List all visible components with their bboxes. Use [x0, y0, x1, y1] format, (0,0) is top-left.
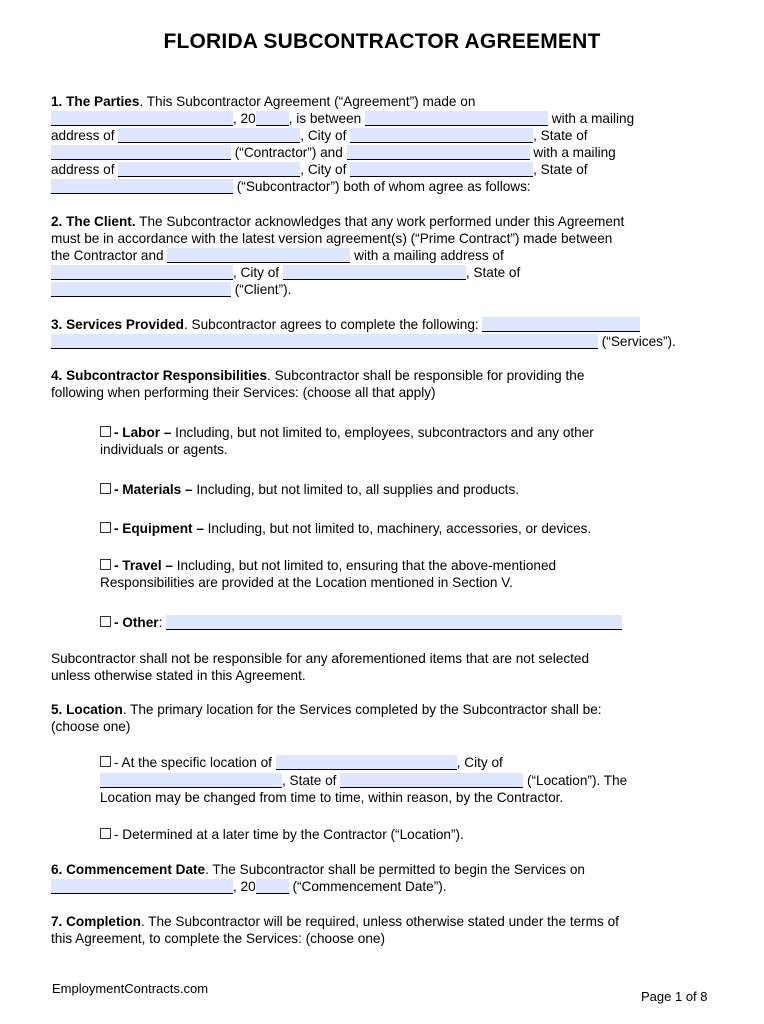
- parties-line-2: , 20 , is between with a mailing: [51, 110, 634, 127]
- commencement-heading: 6. Commencement Date: [51, 862, 206, 877]
- client-city-field[interactable]: [283, 265, 466, 280]
- client-line-1: 2. The Client. The Subcontractor acknowledges that any work performed under this Agreement: [51, 214, 625, 229]
- document-title: FLORIDA SUBCONTRACTOR AGREEMENT: [163, 30, 601, 53]
- agreement-date-field[interactable]: [51, 111, 233, 126]
- completion-heading: 7. Completion: [51, 914, 141, 929]
- parties-line-5: address of , City of , State of: [51, 162, 588, 177]
- commencement-year-field[interactable]: [256, 879, 289, 894]
- responsibilities-note-2: unless otherwise stated in this Agreement.: [51, 668, 306, 683]
- page-number: Page 1 of 8: [641, 989, 708, 1004]
- services-field-1[interactable]: [482, 317, 640, 332]
- commencement-line-2: , 20 (“Commencement Date”).: [51, 878, 447, 895]
- location-option-specific-line-3: Location may be changed from time to time, within reason, by the Contractor.: [100, 790, 564, 805]
- client-line-2: must be in accordance with the latest version agreement(s) (“Prime Contract”) made between: [51, 231, 613, 246]
- client-address-field[interactable]: [51, 265, 233, 280]
- parties-line-1: 1. The Parties. This Subcontractor Agreement (“Agreement”) made on: [51, 94, 476, 109]
- services-line-2: (“Services”).: [51, 333, 676, 350]
- services-heading: 3. Services Provided: [51, 317, 184, 332]
- parties-heading: 1. The Parties: [51, 94, 140, 109]
- client-line-5: (“Client”).: [51, 281, 291, 298]
- other-checkbox[interactable]: [100, 616, 111, 627]
- parties-line-3: address of , City of , State of: [51, 128, 588, 143]
- location-city-field[interactable]: [100, 773, 282, 788]
- commencement-line-1: 6. Commencement Date. The Subcontractor shall be permitted to begin the Services on: [51, 862, 585, 877]
- labor-option-line-2: individuals or agents.: [100, 442, 228, 457]
- travel-checkbox[interactable]: [100, 559, 111, 570]
- other-field[interactable]: [166, 615, 622, 630]
- location-heading: 5. Location: [51, 702, 123, 717]
- contractor-address-field[interactable]: [118, 128, 300, 143]
- parties-line-4: (“Contractor”) and with a mailing: [51, 144, 616, 161]
- responsibilities-line-1: 4. Subcontractor Responsibilities. Subcontractor shall be responsible for providing the: [51, 368, 585, 383]
- client-line-3: the Contractor and with a mailing address of: [51, 248, 504, 263]
- contractor-name-field[interactable]: [365, 111, 548, 126]
- subcontractor-city-field[interactable]: [350, 162, 533, 177]
- other-option: - Other:: [100, 614, 622, 631]
- commencement-date-field[interactable]: [51, 879, 233, 894]
- services-field-2[interactable]: [51, 334, 598, 349]
- contractor-state-field[interactable]: [51, 145, 231, 160]
- labor-option: - Labor – Including, but not limited to, employees, subcontractors and any other: [100, 424, 594, 441]
- travel-option-line-2: Responsibilities are provided at the Location mentioned in Section V.: [100, 575, 513, 590]
- responsibilities-note-1: Subcontractor shall not be responsible for any aforementioned items that are not selected: [51, 651, 590, 666]
- completion-line-2: this Agreement, to complete the Services: (choose one): [51, 931, 385, 946]
- location-state-field[interactable]: [340, 773, 523, 788]
- location-option-later: - Determined at a later time by the Contractor (“Location”).: [100, 826, 464, 843]
- agreement-year-field[interactable]: [256, 111, 289, 126]
- equipment-checkbox[interactable]: [100, 522, 111, 533]
- client-line-4: , City of , State of: [51, 264, 520, 281]
- location-option-specific: - At the specific location of , City of: [100, 754, 503, 771]
- location-line-1: 5. Location. The primary location for the Services completed by the Subcontractor shall be:: [51, 702, 602, 717]
- location-option-specific-line-2: , State of (“Location”). The: [100, 772, 627, 789]
- subcontractor-name-field[interactable]: [347, 145, 530, 160]
- labor-checkbox[interactable]: [100, 426, 111, 437]
- client-state-field[interactable]: [51, 282, 231, 297]
- subcontractor-address-field[interactable]: [118, 162, 300, 177]
- footer-site: EmploymentContracts.com: [52, 981, 209, 996]
- location-address-field[interactable]: [276, 755, 457, 770]
- parties-line-6: (“Subcontractor”) both of whom agree as follows:: [51, 178, 531, 195]
- responsibilities-line-2: following when performing their Services: (choose all that apply): [51, 385, 436, 400]
- subcontractor-state-field[interactable]: [51, 179, 233, 194]
- contractor-city-field[interactable]: [350, 128, 533, 143]
- materials-checkbox[interactable]: [100, 483, 111, 494]
- location-line-2: (choose one): [51, 719, 131, 734]
- travel-option: - Travel – Including, but not limited to, ensuring that the above-mentioned: [100, 557, 556, 574]
- completion-line-1: 7. Completion. The Subcontractor will be required, unless otherwise stated under the terms of: [51, 914, 619, 929]
- equipment-option: - Equipment – Including, but not limited to, machinery, accessories, or devices.: [100, 520, 591, 537]
- client-heading: 2. The Client.: [51, 214, 136, 229]
- services-line-1: 3. Services Provided. Subcontractor agrees to complete the following:: [51, 316, 640, 333]
- location-specific-checkbox[interactable]: [100, 756, 111, 767]
- client-name-field[interactable]: [167, 248, 350, 263]
- responsibilities-heading: 4. Subcontractor Responsibilities: [51, 368, 268, 383]
- location-later-checkbox[interactable]: [100, 828, 111, 839]
- materials-option: - Materials – Including, but not limited to, all supplies and products.: [100, 481, 519, 498]
